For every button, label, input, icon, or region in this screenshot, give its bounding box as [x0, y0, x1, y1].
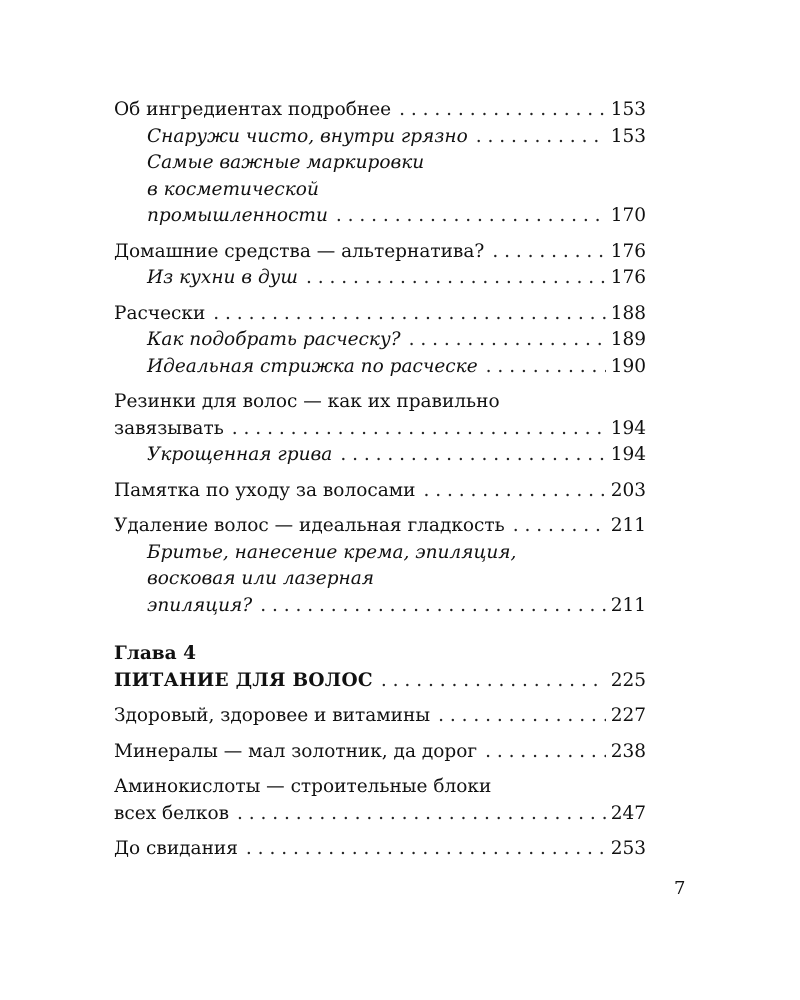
toc-subentry [114, 442, 646, 469]
toc-entry-page: 194 [610, 417, 646, 439]
chapter-heading [114, 668, 646, 695]
toc-subentry [114, 593, 646, 620]
toc-subentry-title: Из кухни в душ [147, 267, 298, 288]
toc-subentry-title: Снаружи чисто, внутри грязно [147, 125, 468, 147]
toc-entry-title: завязывать [114, 417, 224, 439]
toc-entry [114, 513, 646, 540]
spacer [114, 292, 646, 301]
dot-leader [260, 593, 605, 620]
toc-entry-page: 247 [610, 802, 646, 824]
toc-entry-title: Минералы — мал золотник, да дорог [114, 740, 478, 762]
toc-subentry-title: Как подобрать расческу? [147, 329, 401, 350]
dot-leader [438, 703, 606, 730]
chapter-label: Глава 4 [114, 643, 196, 664]
toc-entry-title: всех белков [114, 802, 229, 824]
toc-entry-page: 253 [610, 838, 646, 859]
spacer [114, 619, 646, 641]
dot-leader [399, 97, 606, 124]
chapter-heading-page: 225 [610, 669, 646, 691]
toc-subentry-line [114, 566, 646, 593]
dot-leader [485, 739, 606, 766]
spacer [114, 765, 646, 774]
toc-entry [114, 301, 646, 328]
dot-leader [492, 239, 605, 266]
spacer [114, 694, 646, 703]
spacer [114, 469, 646, 478]
page-number: 7 [674, 878, 686, 899]
toc-subentry [114, 327, 646, 354]
toc-subentry-title-line: в косметической [147, 178, 319, 200]
dot-leader [340, 442, 605, 469]
toc-entry-title: До свидания [114, 838, 238, 859]
toc-entry-title: Домашние средства — альтернатива? [114, 240, 485, 262]
spacer [114, 504, 646, 513]
toc-entry [114, 416, 646, 443]
spacer [114, 230, 646, 239]
toc-entry [114, 239, 646, 266]
toc-subentry-title-line: Самые важные маркировки [147, 152, 425, 173]
dot-leader [381, 668, 606, 695]
dot-leader [476, 124, 606, 151]
toc-entry [114, 836, 646, 863]
toc-entry-line [114, 774, 646, 801]
toc-entry-page: 211 [610, 515, 646, 536]
dot-leader [246, 836, 606, 863]
dot-leader [232, 416, 606, 443]
toc-entry [114, 801, 646, 828]
toc-entry-page: 238 [610, 740, 646, 762]
toc-subentry-line [114, 177, 646, 204]
toc-entry-title: Об ингредиентах подробнее [114, 99, 392, 120]
spacer [114, 827, 646, 836]
toc-entry [114, 478, 646, 505]
toc-subentry-page: 176 [610, 267, 646, 288]
toc-entry-title: Памятка по уходу за волосами [114, 479, 416, 501]
toc-entry-page: 188 [610, 302, 646, 324]
toc-subentry-page: 194 [610, 444, 646, 465]
toc-subentry-title-line: Бритье, нанесение крема, эпиляция, [147, 541, 517, 563]
table-of-contents [114, 97, 646, 863]
dot-leader [513, 513, 606, 540]
toc-subentry [114, 265, 646, 292]
toc-subentry-title: промышленности [147, 205, 328, 226]
spacer [114, 730, 646, 739]
toc-entry-page: 227 [610, 705, 646, 726]
spacer [114, 380, 646, 389]
toc-subentry [114, 203, 646, 230]
toc-subentry-page: 211 [610, 594, 646, 616]
toc-subentry-title: Идеальная стрижка по расческе [147, 355, 478, 377]
toc-entry-title-line: Резинки для волос — как их правильно [114, 391, 500, 412]
toc-entry-line [114, 389, 646, 416]
toc-subentry-line [114, 150, 646, 177]
toc-subentry-page: 189 [610, 329, 646, 350]
toc-subentry-title: Укрощенная грива [147, 444, 333, 465]
toc-subentry-page: 153 [610, 125, 646, 147]
toc-subentry [114, 124, 646, 151]
toc-subentry-title: эпиляция? [147, 594, 253, 616]
toc-subentry-line [114, 540, 646, 567]
dot-leader [306, 265, 606, 292]
toc-entry-page: 176 [610, 240, 646, 262]
dot-leader [213, 301, 605, 328]
dot-leader [237, 801, 606, 828]
toc-entry-title: Здоровый, здоровее и витамины [114, 705, 431, 726]
toc-entry [114, 703, 646, 730]
dot-leader [423, 478, 605, 505]
toc-entry-title-line: Аминокислоты — строительные блоки [114, 776, 492, 797]
dot-leader [336, 203, 606, 230]
toc-subentry-page: 190 [610, 355, 646, 377]
toc-entry [114, 97, 646, 124]
toc-subentry [114, 354, 646, 381]
dot-leader [486, 354, 606, 381]
chapter-heading-title: ПИТАНИЕ ДЛЯ ВОЛОС [114, 669, 373, 691]
toc-entry-title: Расчески [114, 302, 206, 324]
toc-entry-page: 153 [610, 99, 646, 120]
toc-entry-page: 203 [610, 479, 646, 501]
dot-leader [409, 327, 606, 354]
toc-entry [114, 739, 646, 766]
toc-subentry-page: 170 [610, 205, 646, 226]
toc-subentry-title-line: восковая или лазерная [147, 568, 375, 589]
toc-entry-title: Удаление волос — идеальная гладкость [114, 515, 505, 536]
